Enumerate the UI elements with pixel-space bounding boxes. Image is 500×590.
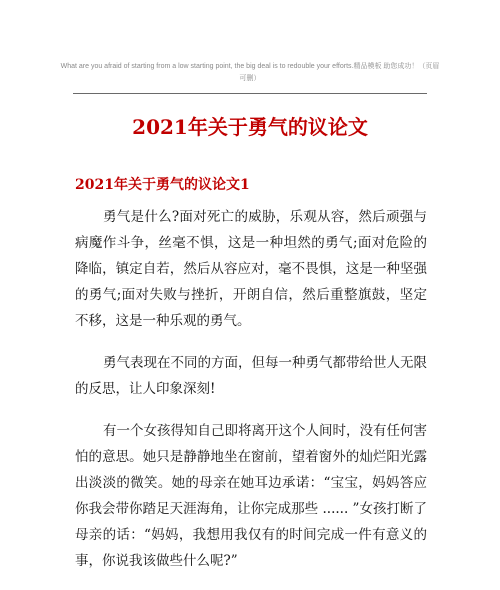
header-divider [73,93,427,94]
paragraph-3: 有一个女孩得知自己即将离开这个人间时，没有任何害怕的意思。她只是静静地坐在窗前，望着窗外的灿烂阳光露出淡淡的微笑。她的母亲在她耳边承诺：“宝宝，妈妈答应你我会带你踏足天涯海角，让你完成那些 ...... ”女孩打断了母亲的话：“妈妈，我想用我仅有的时间完成一件有意义的事，你说我该做些什么呢?” [75,423,427,569]
paragraph-2: 勇气表现在不同的方面，但每一种勇气都带给世人无限的反思，让人印象深刻! [75,355,427,397]
paragraph-1: 勇气是什么?面对死亡的威胁，乐观从容，然后顽强与病魔作斗争，丝毫不惧，这是一种坦然的勇气;面对危险的降临，镇定自若，然后从容应对，毫不畏惧，这是一种坚强的勇气;面对失败与挫折，开朗自信，然后重整旗鼓，坚定不移，这是一种乐观的勇气。 [75,209,427,329]
section-title: 2021年关于勇气的议论文1 [75,177,250,193]
article-body [75,204,427,590]
header-watermark-text: What are you afraid of starting from a low starting point, the big deal is to redouble your efforts.精品模板 助您成功！（页眉可删） [60,63,440,82]
document-title: 2021年关于勇气的议论文 [132,115,368,139]
